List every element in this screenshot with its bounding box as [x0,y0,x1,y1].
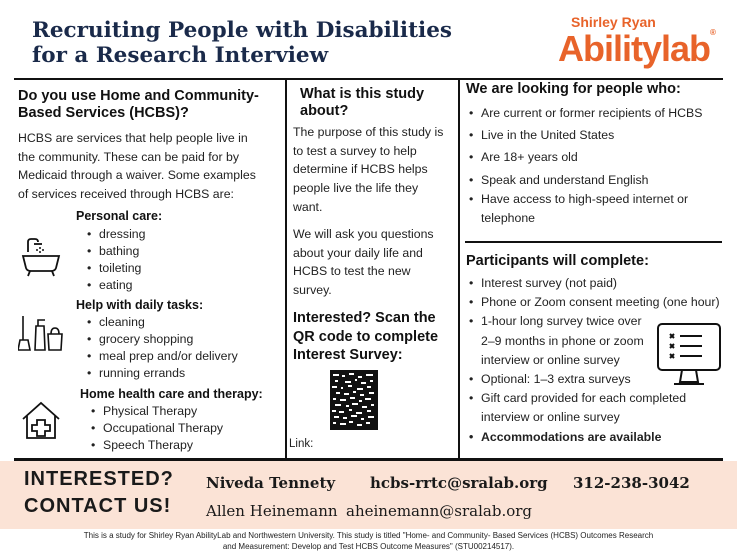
contact-email-1[interactable]: hcbs-rrtc@sralab.org [370,474,548,492]
group-title-home-health: Home health care and therapy: [80,387,263,401]
study-questions [293,225,434,300]
brand-logo [558,28,716,70]
group-title-personal-care: Personal care: [76,209,163,223]
list-item: • Optional: 1–3 extra surveys [468,370,720,389]
list-item: • Speech Therapy [90,437,223,454]
participants-heading: Participants will complete: [466,253,649,269]
column-divider-1 [285,80,287,458]
list-item: • Accommodations are available [468,428,720,447]
hcbs-heading-line-2: Based Services (HCBS)? [18,105,189,121]
list-item: • Interest survey (not paid) [468,274,720,293]
purpose-line: The purpose of this study is [293,125,444,139]
list-item: • Phone or Zoom consent meeting (one hour) [468,293,720,312]
list-item-text: 1-hour long survey twice over [481,314,642,329]
contact-callout-line-2: CONTACT US! [24,495,172,517]
questions-line: about your daily life and [293,245,423,260]
intro-line: HCBS are services that help people live in [18,131,248,145]
eligibility-heading: We are looking for people who: [466,81,681,97]
qr-code[interactable] [330,370,378,430]
page-title [32,18,452,68]
list-item: • grocery shopping [86,331,238,348]
list-item-text: Gift card provided for each completed [481,391,687,406]
list-item: • Physical Therapy [90,403,223,420]
daily-tasks-list [86,314,238,382]
list-item: • Are current or former recipients of HCBS [468,104,702,123]
section-divider [465,241,722,243]
purpose-line: to test a survey to help [293,143,417,158]
list-item: • Speak and understand English [468,171,702,190]
disclaimer-line-1: This is a study for Shirley Ryan AbilityLab and Northwestern University. This study is titled "Home- and Community- Based Services (HCBS) Outcomes Research [83,531,654,540]
contact-name-2: Allen Heinemann [206,502,338,520]
home-health-icon [20,400,62,440]
bathtub-icon [20,236,62,278]
study-purpose [293,123,443,217]
study-heading-line-2: about? [300,103,349,119]
computer-checklist-icon [656,322,722,390]
cta-line: Interest Survey: [293,347,403,363]
purpose-line: determine if HCBS helps [293,162,428,177]
contact-name-1: Niveda Tennety [206,474,336,492]
list-item: • Occupational Therapy [90,420,223,437]
qr-call-to-action [293,309,438,365]
hcbs-heading [18,88,259,122]
list-item: • toileting [86,260,145,277]
questions-line: We will ask you questions [293,227,434,241]
questions-line: survey. [293,283,332,298]
intro-line: of services received through HCBS are: [18,187,234,202]
list-item: • eating [86,277,145,294]
list-item: • running errands [86,365,238,382]
brand-name-top: Shirley Ryan [571,14,656,30]
study-heading-line-1: What is this study [300,86,425,102]
group-title-daily-tasks: Help with daily tasks: [76,298,204,312]
list-item: • bathing [86,243,145,260]
hcbs-heading-line-1: Do you use Home and Community- [18,88,259,104]
list-item-text: Have access to high-speed internet or [481,191,689,206]
cta-line: Interested? Scan the [293,310,436,326]
list-item: • Are 18+ years old [468,148,702,167]
list-item [468,190,702,228]
purpose-line: want. [293,199,323,214]
cleaning-supplies-icon [18,314,64,352]
top-divider [14,78,723,80]
disclaimer-line-2: and Measurement: Develop and Test HCBS Outcome Measures" (STU00214517). [222,542,515,551]
personal-care-list [86,226,145,294]
list-item-text: interview or online survey [481,352,620,367]
cta-line: QR code to complete [293,328,439,345]
list-item: • Live in the United States [468,126,702,145]
contact-phone[interactable]: 312-238-3042 [573,474,690,492]
brand-name-main: Abilitylab [558,28,711,69]
questions-line: HCBS to test the new [293,264,411,279]
title-line-1: Recruiting People with Disabilities [32,18,452,43]
list-item [468,389,720,427]
title-line-2: for a Research Interview [32,43,329,68]
list-item-text: 2–9 months in phone or zoom [481,333,644,348]
column-divider-2 [458,80,460,458]
list-item: • dressing [86,226,145,243]
contact-callout-line-1: INTERESTED? [24,468,174,490]
intro-line: the community. These can be paid for by [18,149,240,164]
study-disclaimer [0,530,737,552]
contact-callout [24,466,174,520]
eligibility-list [468,104,702,228]
intro-line: Medicaid through a waiver. Some examples [18,168,256,183]
list-item: • meal prep and/or delivery [86,348,238,365]
list-item-text: interview or online survey [481,410,620,425]
list-item: • cleaning [86,314,238,331]
contact-email-2[interactable]: aheinemann@sralab.org [346,502,533,520]
study-heading [300,86,424,120]
purpose-line: people live the life they [293,181,419,196]
hcbs-intro [18,129,256,204]
link-label: Link: [289,438,314,450]
home-health-list [90,403,223,454]
registered-mark: ® [710,28,716,37]
list-item-text: telephone [481,211,536,226]
